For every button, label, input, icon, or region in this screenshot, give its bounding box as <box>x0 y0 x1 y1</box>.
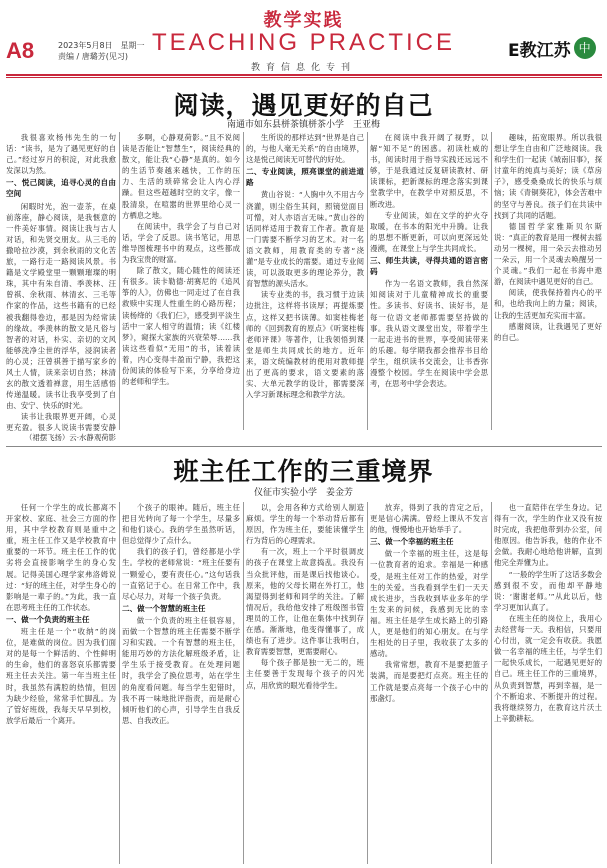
section-subtitle: 教育信息化专刊 <box>250 63 356 73</box>
paragraph: 感谢阅读，让我遇见了更好的自己。 <box>494 321 602 342</box>
paragraph: 德国哲学家雅斯贝尔斯说：“真正的教育是用一棵树去摇动另一棵树，用一朵云去推动另一朵云，用一个灵魂去唤醒另一个灵魂。”我们一起在书海中遨游，在阅读中遇见更好的自己。 <box>494 221 602 287</box>
section-heading: 二、做一个智慧的班主任 <box>122 603 206 613</box>
paragraph: 生所说的那样达到“世界是自己的，与他人毫无关系”的自由境界，这是悦己阅读无可替代的好处。 <box>246 133 364 165</box>
paragraph: 阅读，使我保持着内心的平和，也给我向上的力量；阅读，让我的生活更加充实而丰富。 <box>494 288 602 320</box>
paragraph: 每个孩子都是独一无二的，班主任要善于发现每个孩子的闪光点，用欣赏的眼光看待学生。 <box>246 658 364 690</box>
publication-logo <box>508 36 596 60</box>
paragraph: 在班主任的岗位上，我用心去经营每一天。我相信，只要用心付出，就一定会有收获。我愿做一名幸福的班主任，与学生们一起快乐成长，一起遇见更好的自己。班主任工作的三重境界，从负责到智慧，再到幸福，是一个不断追求、不断提升的过程。我将继续努力，在教育这片沃土上辛勤耕耘。 <box>494 613 602 723</box>
section-heading: 二、专业阅读，照亮课堂的前进道路 <box>246 167 364 188</box>
article1-column-2 <box>122 132 240 432</box>
paragraph: 任何一个学生的成长都离不开家校、家庭、社会三方面的作用，其中学校教育则是重中之重，班主任工作又是学校教育中重要的一环节。班主任工作的优劣将会直接影响学生的身心发展。记得美国心理学家弗洛姆说过：“好的班主任，对学生身心的影响是一辈子的。”为此，我一直在思考班主任的工作状态。 <box>6 503 116 612</box>
article1-column-1 <box>6 132 116 432</box>
header-rule-thin <box>6 77 602 78</box>
article2-column-3 <box>246 502 364 864</box>
article2-column-4 <box>370 502 488 864</box>
logo-text: E教江苏 <box>508 40 571 61</box>
article2-column-2 <box>122 502 240 864</box>
paragraph: 闲暇时光，泡一壶茶，在桌前落座，静心阅读，是我惬意的一件美好事情。阅读让我与古人对话，和先贤交朋友。从三毛的撒哈拉沙漠，到余秋雨的文化苦旅，一路行走一路阅读风景。书籍是文学殿堂里一颗颗璀璨的明珠，其中有朱自清、季羡林、汪曾祺、余秋雨、林清玄、三毛等作家的作品，这些书籍有的已经被我翻得卷边，那是因为经常读的缘故。季羡林的散文是凡俗与智者的对话，朴实、亲切的文风能够洗净尘世的浮华，浸润读者的心灵；汪曾祺善于描写家乡的风土人情，读来亲切自然；林清玄的散文透着禅意，用生活感悟传递温暖。读书让我享受到了自由、安宁、快乐的时光。 <box>6 201 116 411</box>
column-divider <box>119 132 120 430</box>
paragraph: 我常常想，教育不是要把篮子装满，而是要把灯点亮。班主任的工作就是要点亮每一个孩子心中的那盏灯。 <box>370 660 488 703</box>
article1-byline: 南通市如东县栟茶镇栟茶小学 王亚梅 <box>226 120 380 130</box>
caption-note: （裙摆飞扬）云·水静观荷影 <box>24 433 116 442</box>
article1-column-3 <box>246 132 364 432</box>
section-heading: 一、做一个负责的班主任 <box>6 614 90 624</box>
article1-note <box>6 432 116 444</box>
article2-byline: 仪征市实验小学 姜金芳 <box>253 488 353 498</box>
paragraph: 专业阅读，如在文学的护火夺取暖，在书本的阳光中升腾。让我的思想不断更新，可以向更深远处漫溯，在课堂上与学生共同成长。 <box>370 210 488 253</box>
paragraph: 做一个负责的班主任很容易，而做一个智慧的班主任需要不断学习和实践。一个有智慧的班主任，能用巧妙的方法化解班级矛盾，让学生乐于接受教育。在处理问题时，我学会了换位思考，站在学生的角度看问题。每当学生犯错时，我不再一味地批评指责，而是耐心倾听他们的心声，引导学生自我反思、自我改正。 <box>122 615 240 725</box>
paragraph: 以，会用各种方式给别人制造麻烦。学生的每一个举动背后都有原因，作为班主任，要能读懂学生行为背后的心理需求。 <box>246 503 364 546</box>
article2-column-1 <box>6 502 116 864</box>
paragraph: 趣味，拓宽眼界。所以我很想让学生自由和广泛地阅读。我和学生们一起读《城南旧事》，探讨童年的纯真与美好；读《草房子》，感受桑桑成长的快乐与烦恼；读《青铜葵花》，体会苦难中的坚守与善良。孩子们在共读中找到了共同的话题。 <box>494 133 602 220</box>
column-divider <box>243 502 244 864</box>
paragraph: 除了散文，随心随性的阅读还有很多。读卡勒德·胡赛尼的《追风筝的人》，仿佛也一同走过了在自我救赎中实现人性重生的心路历程；读杨绛的《我们仨》，感受到平淡生活中一家人相守的温情；读《红楼梦》，窥探大家族的兴衰荣辱……我读这些看似“无用”的书，读着读着，内心变得丰盈而宁静，我把这份阅读的体验写下来，分享给身边的老师和学生。 <box>122 266 240 387</box>
paragraph: 班主任是一个“收纳”的岗位，是难做的岗位。因为我们面对的是每一个鲜活的、个性鲜明的生命，他们的喜怒哀乐都需要班主任去关注。第一年当班主任时，我虽然有满腔的热情，但因为缺少经验，常常手忙脚乱。为了管好班级，我每天早早到校，放学后最后一个离开。 <box>6 627 116 725</box>
article2-column-5 <box>494 502 602 864</box>
article1-column-5 <box>494 132 602 432</box>
issue-date: 2023年5月8日 星期一 <box>58 41 145 50</box>
column-divider <box>243 132 244 430</box>
article2-headline: 班主任工作的三重境界 <box>173 457 434 486</box>
editor-credit: 责编 / 唐璐芳(见习) <box>58 52 129 61</box>
paragraph: 在阅读中，我学会了与自己对话，学会了反思。读书笔记，用思维导图梳理书中的观点，这些都成为我宝贵的财富。 <box>122 221 240 265</box>
section-heading: 一、悦己阅读，追寻心灵的自由空间 <box>6 178 116 199</box>
paragraph: 做一个幸福的班主任，这是每一位教育者的追求。幸福是一种感受，是班主任对工作的热爱，对学生的关爱。当我看到学生们一天天成长进步，当我收到毕业多年的学生发来的问候，我感到无比的幸福。班主任是学生成长路上的引路人，更是他们的知心朋友。在与学生相处的日子里，我收获了太多的感动。 <box>370 549 488 659</box>
section-heading: 三、师生共读，寻得共通的语言密码 <box>370 256 488 277</box>
paragraph: “一般的学生听了这话多数会感到很不安，而他却平静地说：‘谢谢老师。’”从此以后，他学习更加认真了。 <box>494 569 602 612</box>
paragraph: 有一次，班上一个平时很调皮的孩子在课堂上故意捣乱。我没有当众批评他，而是课后找他谈心。原来，他的父母长期在外打工，他渴望得到老师和同学的关注。了解情况后，我给他安排了班级图书管理员的工作，让他在集体中找到存在感。渐渐地，他变得懂事了，成绩也有了进步。这件事让我明白，教育需要智慧，更需要耐心。 <box>246 547 364 657</box>
paragraph: 在阅读中我开阔了视野，以解“知不足”的困惑。初读杜威的书，阅读时用于指导实践还远远不够，于是我通过反复研读教材、研读课标，把新课标的理念落实到课堂教学中，在教学中对照反思，不断改进。 <box>370 133 488 209</box>
header-rule <box>6 74 602 76</box>
column-divider <box>367 502 368 864</box>
column-divider <box>367 132 368 430</box>
column-divider <box>119 502 120 864</box>
paragraph: 个孩子的眼神。随后，班主任把目光转向了每一个学生，尽量多和他们谈心。我的学生虽然听话，但总觉得少了点什么。 <box>122 503 240 546</box>
page-number: A8 <box>6 38 35 63</box>
paragraph: 读专业类的书，我习惯于边读边批注，这样将书读厚；再提炼要点，这样又把书读薄。如窦桂梅老师的《回到教育的原点》《听窦桂梅老师评课》等著作，让我领悟到课堂是师生共同成长的地方。近年来，语文统编教材的使用对教师提出了更高的要求，语文要素的落实、大单元教学的设计，都需要深入学习新课标理念和教学方法。 <box>246 290 364 400</box>
paragraph: 读书让我眼界更开阔，心灵更充盈。很多人说读书需要安静 <box>6 412 116 432</box>
paragraph: 也一直陪伴在学生身边。记得有一次，学生的作业又没有按时完成，我把他带到办公室，问他原因。他告诉我，他的作业不会做。我耐心地给他讲解，直到他完全弄懂为止。 <box>494 503 602 568</box>
column-divider <box>491 502 492 864</box>
column-divider <box>491 132 492 430</box>
paragraph: 多啊，心静观荷影。”且不说阅读是否能让“智慧生”，阅读经典的散文，能让我“心静”是真的。如今的生活节奏越来越快，工作的压力、生活的琐碎常会让人内心浮躁。但这些超越时空的文字，像一股清泉，在喧嚣的世界里给心灵一方栖息之地。 <box>122 133 240 220</box>
paragraph: 作为一名语文教师，我自然深知阅读对于儿童精神成长的重要性。多读书、好读书、读好书，是每一位语文老师都需要坚持做的事。我从语文课堂出发，带着学生一起走进书的世界，享受阅读带来的乐趣。每学期我都会推荐书目给学生，组织读书交流会，让书香弥漫整个校园。学生在阅读中学会思考，在思考中学会表达。 <box>370 279 488 389</box>
masthead <box>0 0 607 78</box>
article1-headline: 阅读，遇见更好的自己 <box>173 91 434 120</box>
article-separator <box>6 446 602 447</box>
section-title-en: TEACHING PRACTICE <box>151 29 456 56</box>
section-title-cn: 教学实践 <box>263 10 344 31</box>
logo-mark-icon: 中 <box>574 37 596 59</box>
paragraph: 黄山谷说：“人胸中久不用古今浇灌，则尘俗生其间，照镜觉面目可憎，对人亦语言无味。”黄山谷的话同样适用于教育工作者。教育是一门需要不断学习的艺术。对一名语文教师，用教育类的专著“浇灌”是专业成长的需要。通过专业阅读，可以汲取更多的理论养分，教育智慧的源头活水。 <box>246 190 364 289</box>
article1-column-4 <box>370 132 488 432</box>
section-heading: 三、做一个幸福的班主任 <box>370 537 454 547</box>
paragraph: 我很喜欢杨伟先生的一句话：“读书，是为了遇见更好的自己。”经过岁月的积淀，对此我愈发深以为然。 <box>6 133 116 176</box>
paragraph: 我们的孩子们，曾经都是小学生。学校的老师常说：“班主任要有一颗爱心，要有责任心。”这句话我一直铭记于心。在日常工作中，我尽心尽力，对每一个孩子负责。 <box>122 547 240 601</box>
paragraph: 放弃，得到了我的肯定之后，更是信心满满。曾经上课从不发言的他，慢慢地也开始举手了。 <box>370 503 488 535</box>
